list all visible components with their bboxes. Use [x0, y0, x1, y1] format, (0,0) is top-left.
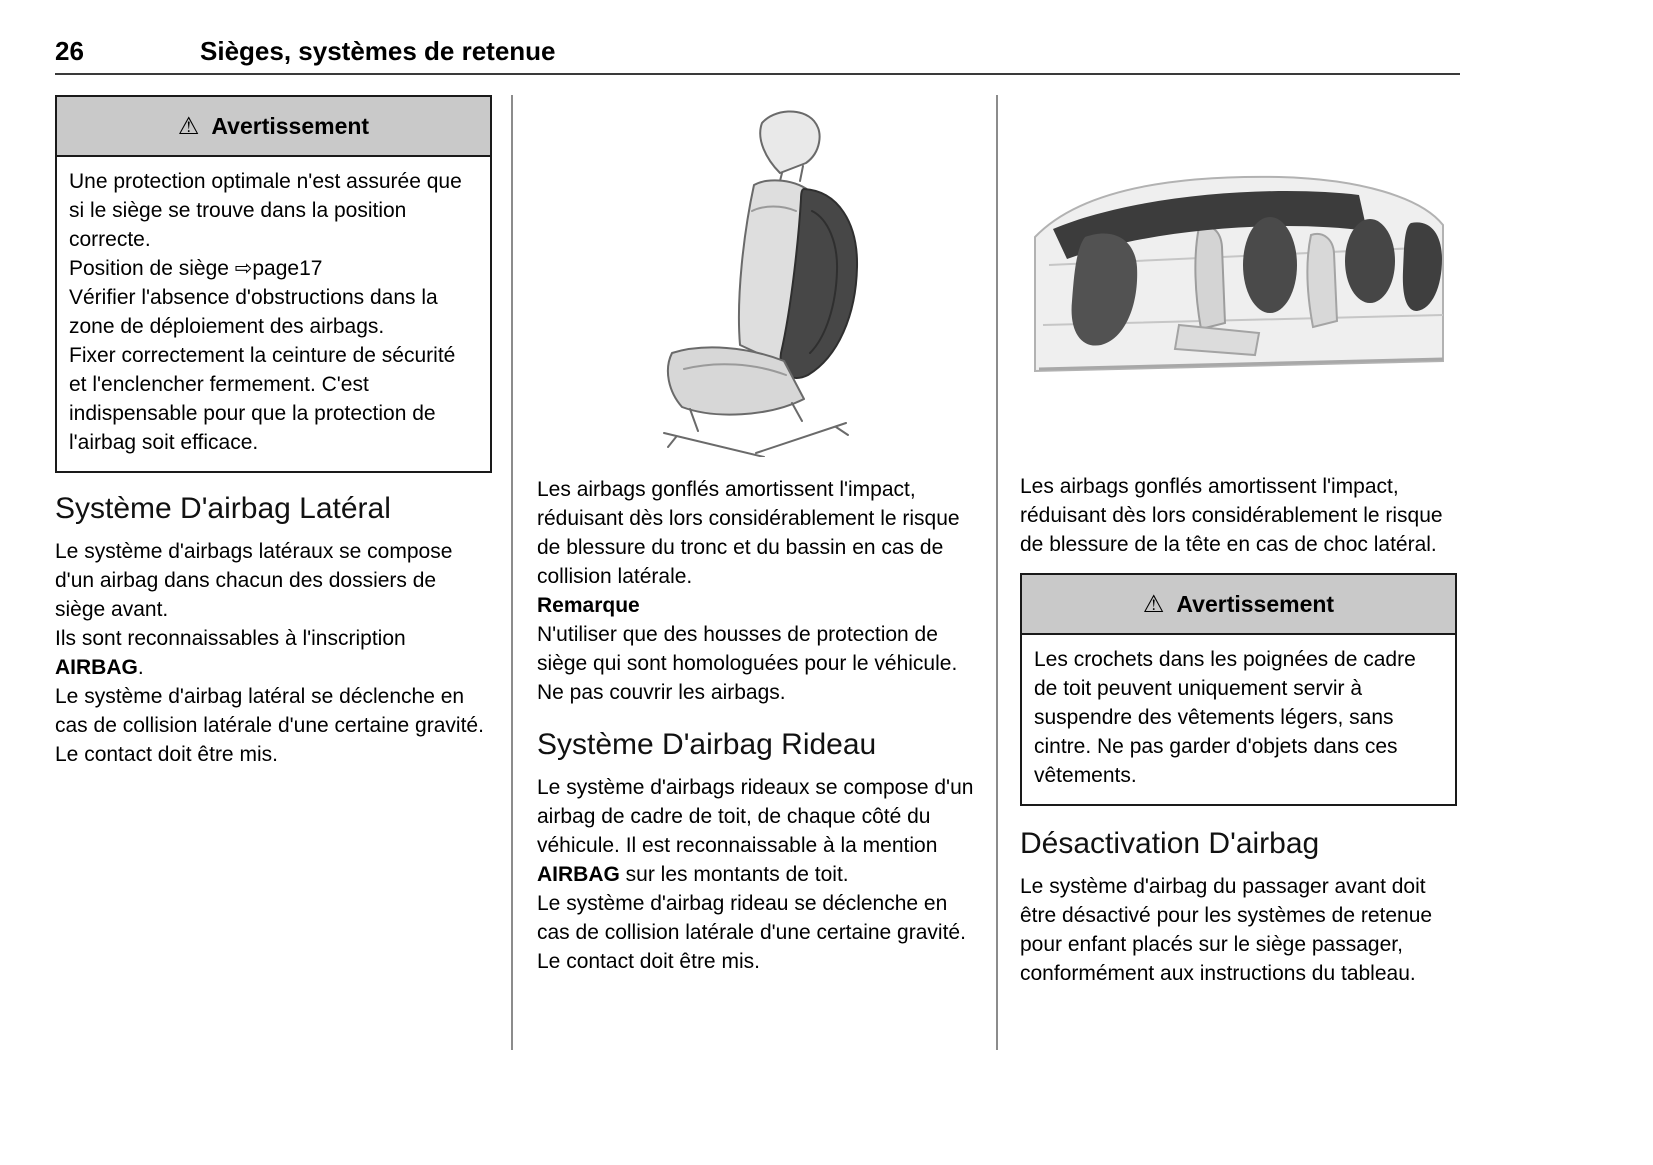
- column-divider-right: [996, 95, 998, 1050]
- body-paragraph: Ne pas couvrir les airbags.: [537, 681, 786, 704]
- seat-side-airbag-illustration: [537, 95, 974, 463]
- warning-box-roof-hooks: [1020, 573, 1457, 806]
- seat-illustration-svg: [601, 101, 911, 457]
- section-title-curtain-airbag: Système D'airbag Rideau: [537, 728, 877, 761]
- warning-box-seat-position: [55, 95, 492, 473]
- column-divider-left: [511, 95, 513, 1050]
- right-column: [1020, 95, 1457, 988]
- text-segment: Le système d'airbags rideaux se compose d'un airbag de cadre de toit, de chaque côté du véhicule. Il est reconnaissable à la mention: [537, 776, 974, 857]
- middle-column: [537, 95, 974, 976]
- warning-paragraph: Fixer correctement la ceinture de sécurité et l'enclencher fermement. C'est indispensable pour que la protection de l'airbag soit efficace.: [69, 344, 456, 454]
- interior-illustration-svg: [1029, 165, 1449, 390]
- curtain-airbag-interior-illustration: [1020, 165, 1457, 390]
- airbag-mention-label: AIRBAG: [537, 863, 620, 886]
- body-paragraph: Le système d'airbag latéral se déclenche en cas de collision latérale d'une certaine gravité. Le contact doit être mis.: [55, 685, 484, 766]
- warning-box-header: [1022, 575, 1455, 635]
- warning-triangle-icon: ⚠: [1142, 591, 1165, 618]
- left-column: [55, 95, 492, 769]
- body-paragraph: Les airbags gonflés amortissent l'impact, réduisant dès lors considérablement le risque de blessure de la tête en cas de choc latéral.: [1020, 475, 1443, 556]
- warning-paragraph: Une protection optimale n'est assurée que si le siège se trouve dans la position correcte.: [69, 170, 462, 251]
- note-title: Remarque: [537, 594, 640, 617]
- page-header: [55, 36, 1460, 67]
- text-segment: Ils sont reconnaissables à l'inscription: [55, 627, 406, 650]
- body-paragraph: Le système d'airbag rideau se déclenche en cas de collision latérale d'une certaine gravité. Le contact doit être mis.: [537, 892, 966, 973]
- text-segment: sur les montants de toit.: [619, 863, 849, 886]
- airbag-inscription-label: AIRBAG: [55, 656, 138, 679]
- body-paragraph: Le système d'airbags latéraux se compose d'un airbag dans chacun des dossiers de siège avant.: [55, 540, 453, 621]
- body-paragraph: [55, 624, 492, 682]
- page-number: 26: [55, 36, 84, 66]
- warning-box-title: Avertissement: [211, 113, 370, 139]
- warning-box-header: [57, 97, 490, 157]
- warning-paragraph: Position de siège ⇨page17: [69, 257, 323, 280]
- warning-triangle-icon: ⚠: [177, 113, 200, 140]
- warning-box-body: [1022, 635, 1455, 804]
- body-paragraph: Les airbags gonflés amortissent l'impact, réduisant dès lors considérablement le risque de blessure du tronc et du bassin en cas de collision latérale.: [537, 478, 960, 588]
- warning-box-title: Avertissement: [1176, 591, 1335, 617]
- body-paragraph: [537, 773, 974, 889]
- text-segment: .: [137, 656, 144, 679]
- warning-box-body: [57, 157, 490, 471]
- section-title-airbag-deactivation: Désactivation D'airbag: [1020, 827, 1320, 860]
- page-title: Sièges, systèmes de retenue: [200, 36, 556, 66]
- body-paragraph: N'utiliser que des housses de protection de siège qui sont homologuées pour le véhicule.: [537, 623, 958, 675]
- body-paragraph: Le système d'airbag du passager avant doit être désactivé pour les systèmes de retenue pour enfant placés sur le siège passager, conformément aux instructions du tableau.: [1020, 875, 1433, 985]
- warning-paragraph: Vérifier l'absence d'obstructions dans la zone de déploiement des airbags.: [69, 286, 438, 338]
- section-title-side-airbag: Système D'airbag Latéral: [55, 492, 391, 525]
- warning-paragraph: Les crochets dans les poignées de cadre de toit peuvent uniquement servir à suspendre des vêtements légers, sans cintre. Ne pas garder d'objets dans ces vêtements.: [1034, 648, 1416, 787]
- header-rule: [55, 73, 1460, 75]
